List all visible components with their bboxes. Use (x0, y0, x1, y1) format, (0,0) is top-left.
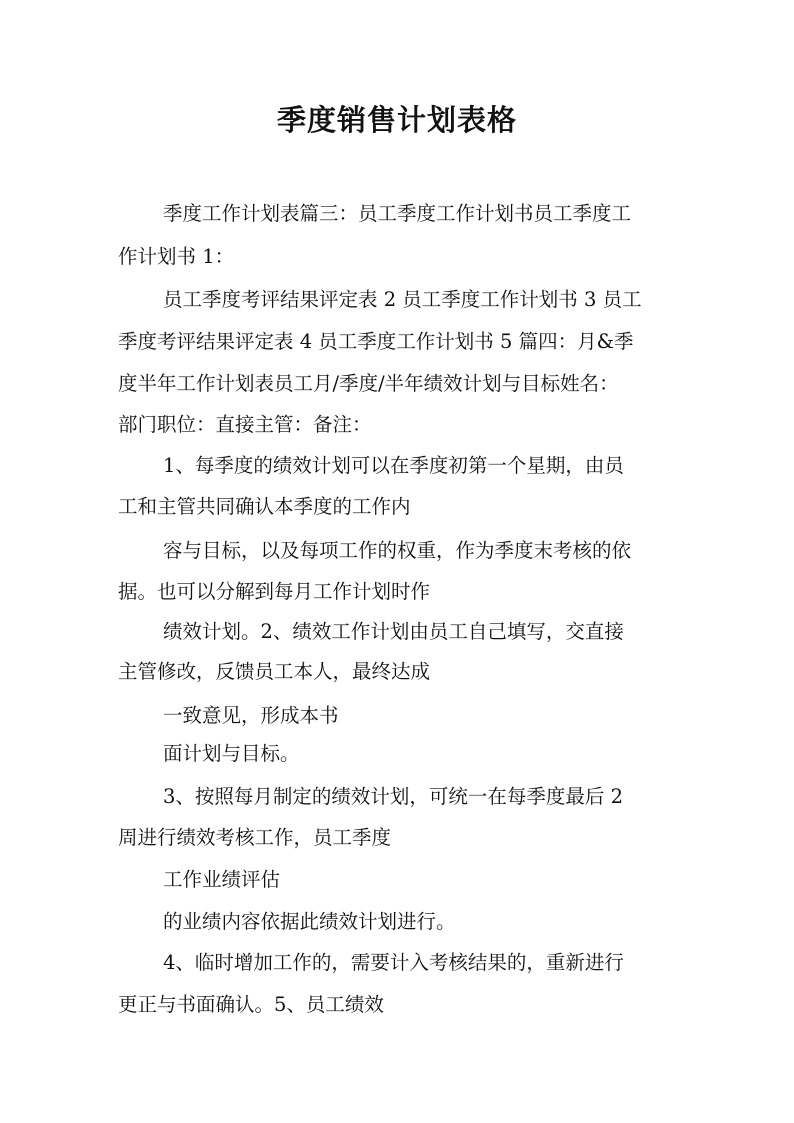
paragraph-line: 季度工作计划表篇三：员工季度工作计划书员工季度工 (163, 202, 632, 225)
paragraph-line: 部门职位：直接主管：备注： (118, 413, 372, 436)
paragraph-line: 周进行绩效考核工作，员工季度 (118, 826, 392, 849)
paragraph-line: 容与目标，以及每项工作的权重，作为季度末考核的依 (163, 539, 632, 562)
document-title: 季度销售计划表格 (276, 103, 517, 137)
paragraph-line: 1、每季度的绩效计划可以在季度初第一个星期，由员 (163, 454, 624, 477)
paragraph-line: 据。也可以分解到每月工作计划时作 (118, 580, 431, 603)
paragraph-line: 3、按照每月制定的绩效计划，可统一在每季度最后 2 (163, 785, 624, 808)
paragraph-line: 作计划书 1： (118, 245, 235, 268)
paragraph-line: 工作业绩评估 (163, 868, 281, 891)
paragraph-line: 绩效计划。2、绩效工作计划由员工自己填写，交直接 (163, 620, 624, 643)
paragraph-line: 的业绩内容依据此绩效计划进行。 (163, 910, 456, 933)
paragraph-line: 更正与书面确认。5、员工绩效 (118, 993, 384, 1016)
paragraph-line: 一致意见，形成本书 (163, 704, 339, 727)
paragraph-line: 工和主管共同确认本季度的工作内 (118, 495, 411, 518)
paragraph-line: 季度考评结果评定表 4 员工季度工作计划书 5 篇四：月&季 (118, 330, 634, 353)
paragraph-line: 4、临时增加工作的，需要计入考核结果的，重新进行 (163, 951, 624, 974)
paragraph-line: 主管修改，反馈员工本人，最终达成 (118, 660, 431, 683)
paragraph-line: 面计划与目标。 (163, 742, 300, 765)
paragraph-line: 员工季度考评结果评定表 2 员工季度工作计划书 3 员工 (163, 288, 642, 311)
paragraph-line: 度半年工作计划表员工月/季度/半年绩效计划与目标姓名： (118, 372, 619, 395)
